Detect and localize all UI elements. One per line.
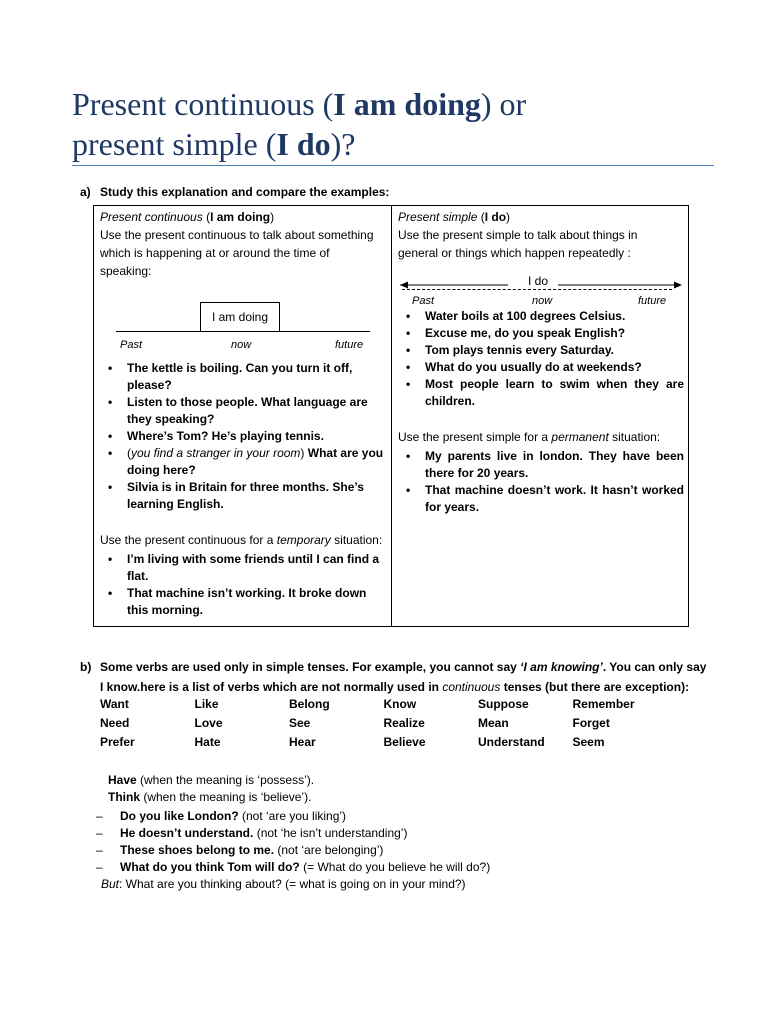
list-item: • Water boils at 100 degrees Celsius. (398, 308, 684, 325)
list-item: • What do you usually do at weekends? (398, 359, 684, 376)
continuous-intro: Use the present continuous to talk about something which is happening at or around the time of speaking: (100, 228, 374, 278)
page-title (72, 84, 712, 164)
timeline-past-label: Past (120, 339, 143, 351)
have-note: Have (when the meaning is ‘possess’). (108, 773, 315, 787)
comparison-table (93, 205, 689, 627)
present-simple-column (398, 208, 684, 516)
list-item: • Excuse me, do you speak English? (398, 325, 684, 342)
list-item: • (you find a stranger in your room) What are you doing here? (100, 445, 384, 479)
simple-heading: Present simple (I do) (398, 210, 511, 224)
list-item: – He doesn’t understand. (not ‘he isn’t understanding’) (96, 825, 490, 842)
exception-notes (96, 772, 314, 806)
verb-row (100, 733, 700, 752)
title-line-1: Present continuous (I am doing) or (72, 86, 527, 122)
simple-intro: Use the present simple to talk about things in general or things which happen repeatedly : (398, 228, 638, 260)
list-item: • Tom plays tennis every Saturday. (398, 342, 684, 359)
think-note: Think (when the meaning is ‘believe’). (108, 790, 312, 804)
list-item: • Listen to those people. What language are they speaking? (100, 394, 384, 428)
list-item: • The kettle is boiling. Can you turn it off, please? (100, 360, 384, 394)
list-item: • Silvia is in Britain for three months. She’s learning English. (100, 479, 384, 513)
verb-cell: Seem (572, 735, 605, 749)
verb-cell: Understand (478, 735, 545, 749)
verb-row (100, 714, 700, 733)
verb-cell: Need (100, 716, 130, 730)
timeline-line (116, 331, 370, 332)
verb-cell: See (289, 716, 311, 730)
verb-cell: Want (100, 697, 129, 711)
verb-cell: Mean (478, 716, 509, 730)
continuous-timeline (100, 302, 384, 360)
list-item: – Do you like London? (not ‘are you liking’) (96, 808, 490, 825)
permanent-situation-text: Use the present simple for a permanent situation: (398, 430, 661, 444)
section-b-line-2: I know.here is a list of verbs which are not normally used in continuous tenses (but there are exception): (100, 680, 690, 694)
list-item: • I’m living with some friends until I can find a flat. (100, 551, 384, 585)
verb-cell: Hate (194, 735, 221, 749)
permanent-examples (398, 448, 684, 516)
verb-cell: Like (194, 697, 219, 711)
timeline-now-label: now (231, 339, 252, 351)
temporary-situation-text: Use the present continuous for a temporary situation: (100, 533, 383, 547)
section-b-text (80, 657, 720, 697)
verb-row (100, 695, 700, 714)
verb-cell: Love (194, 716, 223, 730)
simple-examples (398, 308, 684, 410)
list-item: • Where’s Tom? He’s playing tennis. (100, 428, 384, 445)
i-am-doing-box: I am doing (200, 302, 280, 331)
but-example: But: What are you thinking about? (= what is going on in your mind?) (101, 877, 466, 891)
verb-cell: Suppose (478, 697, 529, 711)
verb-list (100, 695, 700, 752)
timeline-future-label: future (638, 295, 667, 307)
verb-cell: Hear (289, 735, 316, 749)
continuous-heading: Present continuous (I am doing) (100, 210, 275, 224)
list-item: • My parents live in london. They have been there for 20 years. (398, 448, 684, 482)
list-item: • That machine doesn’t work. It hasn’t worked for years. (398, 482, 684, 516)
list-item: • Most people learn to swim when they are children. (398, 376, 684, 410)
list-item: – What do you think Tom will do? (= What do you believe he will do?) (96, 859, 490, 876)
section-a-heading: a) Study this explanation and compare the examples: (80, 185, 390, 199)
verb-cell: Remember (572, 697, 635, 711)
list-item: • That machine isn’t working. It broke down this morning. (100, 585, 384, 619)
timeline-now-label: now (532, 295, 553, 307)
verb-cell: Forget (572, 716, 610, 730)
column-divider (391, 206, 392, 626)
verb-cell: Believe (383, 735, 426, 749)
title-line-2: present simple (I do)? (72, 126, 356, 162)
temporary-examples (100, 551, 384, 619)
simple-timeline (398, 272, 684, 306)
verb-cell: Realize (383, 716, 425, 730)
i-do-label: I do (528, 274, 549, 288)
verb-cell: Belong (289, 697, 330, 711)
verb-examples (96, 808, 490, 893)
verb-cell: Know (383, 697, 417, 711)
section-b-line-1: b) Some verbs are used only in simple tenses. For example, you cannot say ‘I am knowing’. You can only say (80, 660, 707, 674)
timeline-line (402, 289, 672, 290)
title-underline (72, 165, 714, 166)
verb-cell: Prefer (100, 735, 135, 749)
present-continuous-column (100, 208, 384, 619)
continuous-examples (100, 360, 384, 513)
list-item: – These shoes belong to me. (not ‘are belonging’) (96, 842, 490, 859)
timeline-past-label: Past (412, 295, 435, 307)
timeline-future-label: future (335, 339, 364, 351)
